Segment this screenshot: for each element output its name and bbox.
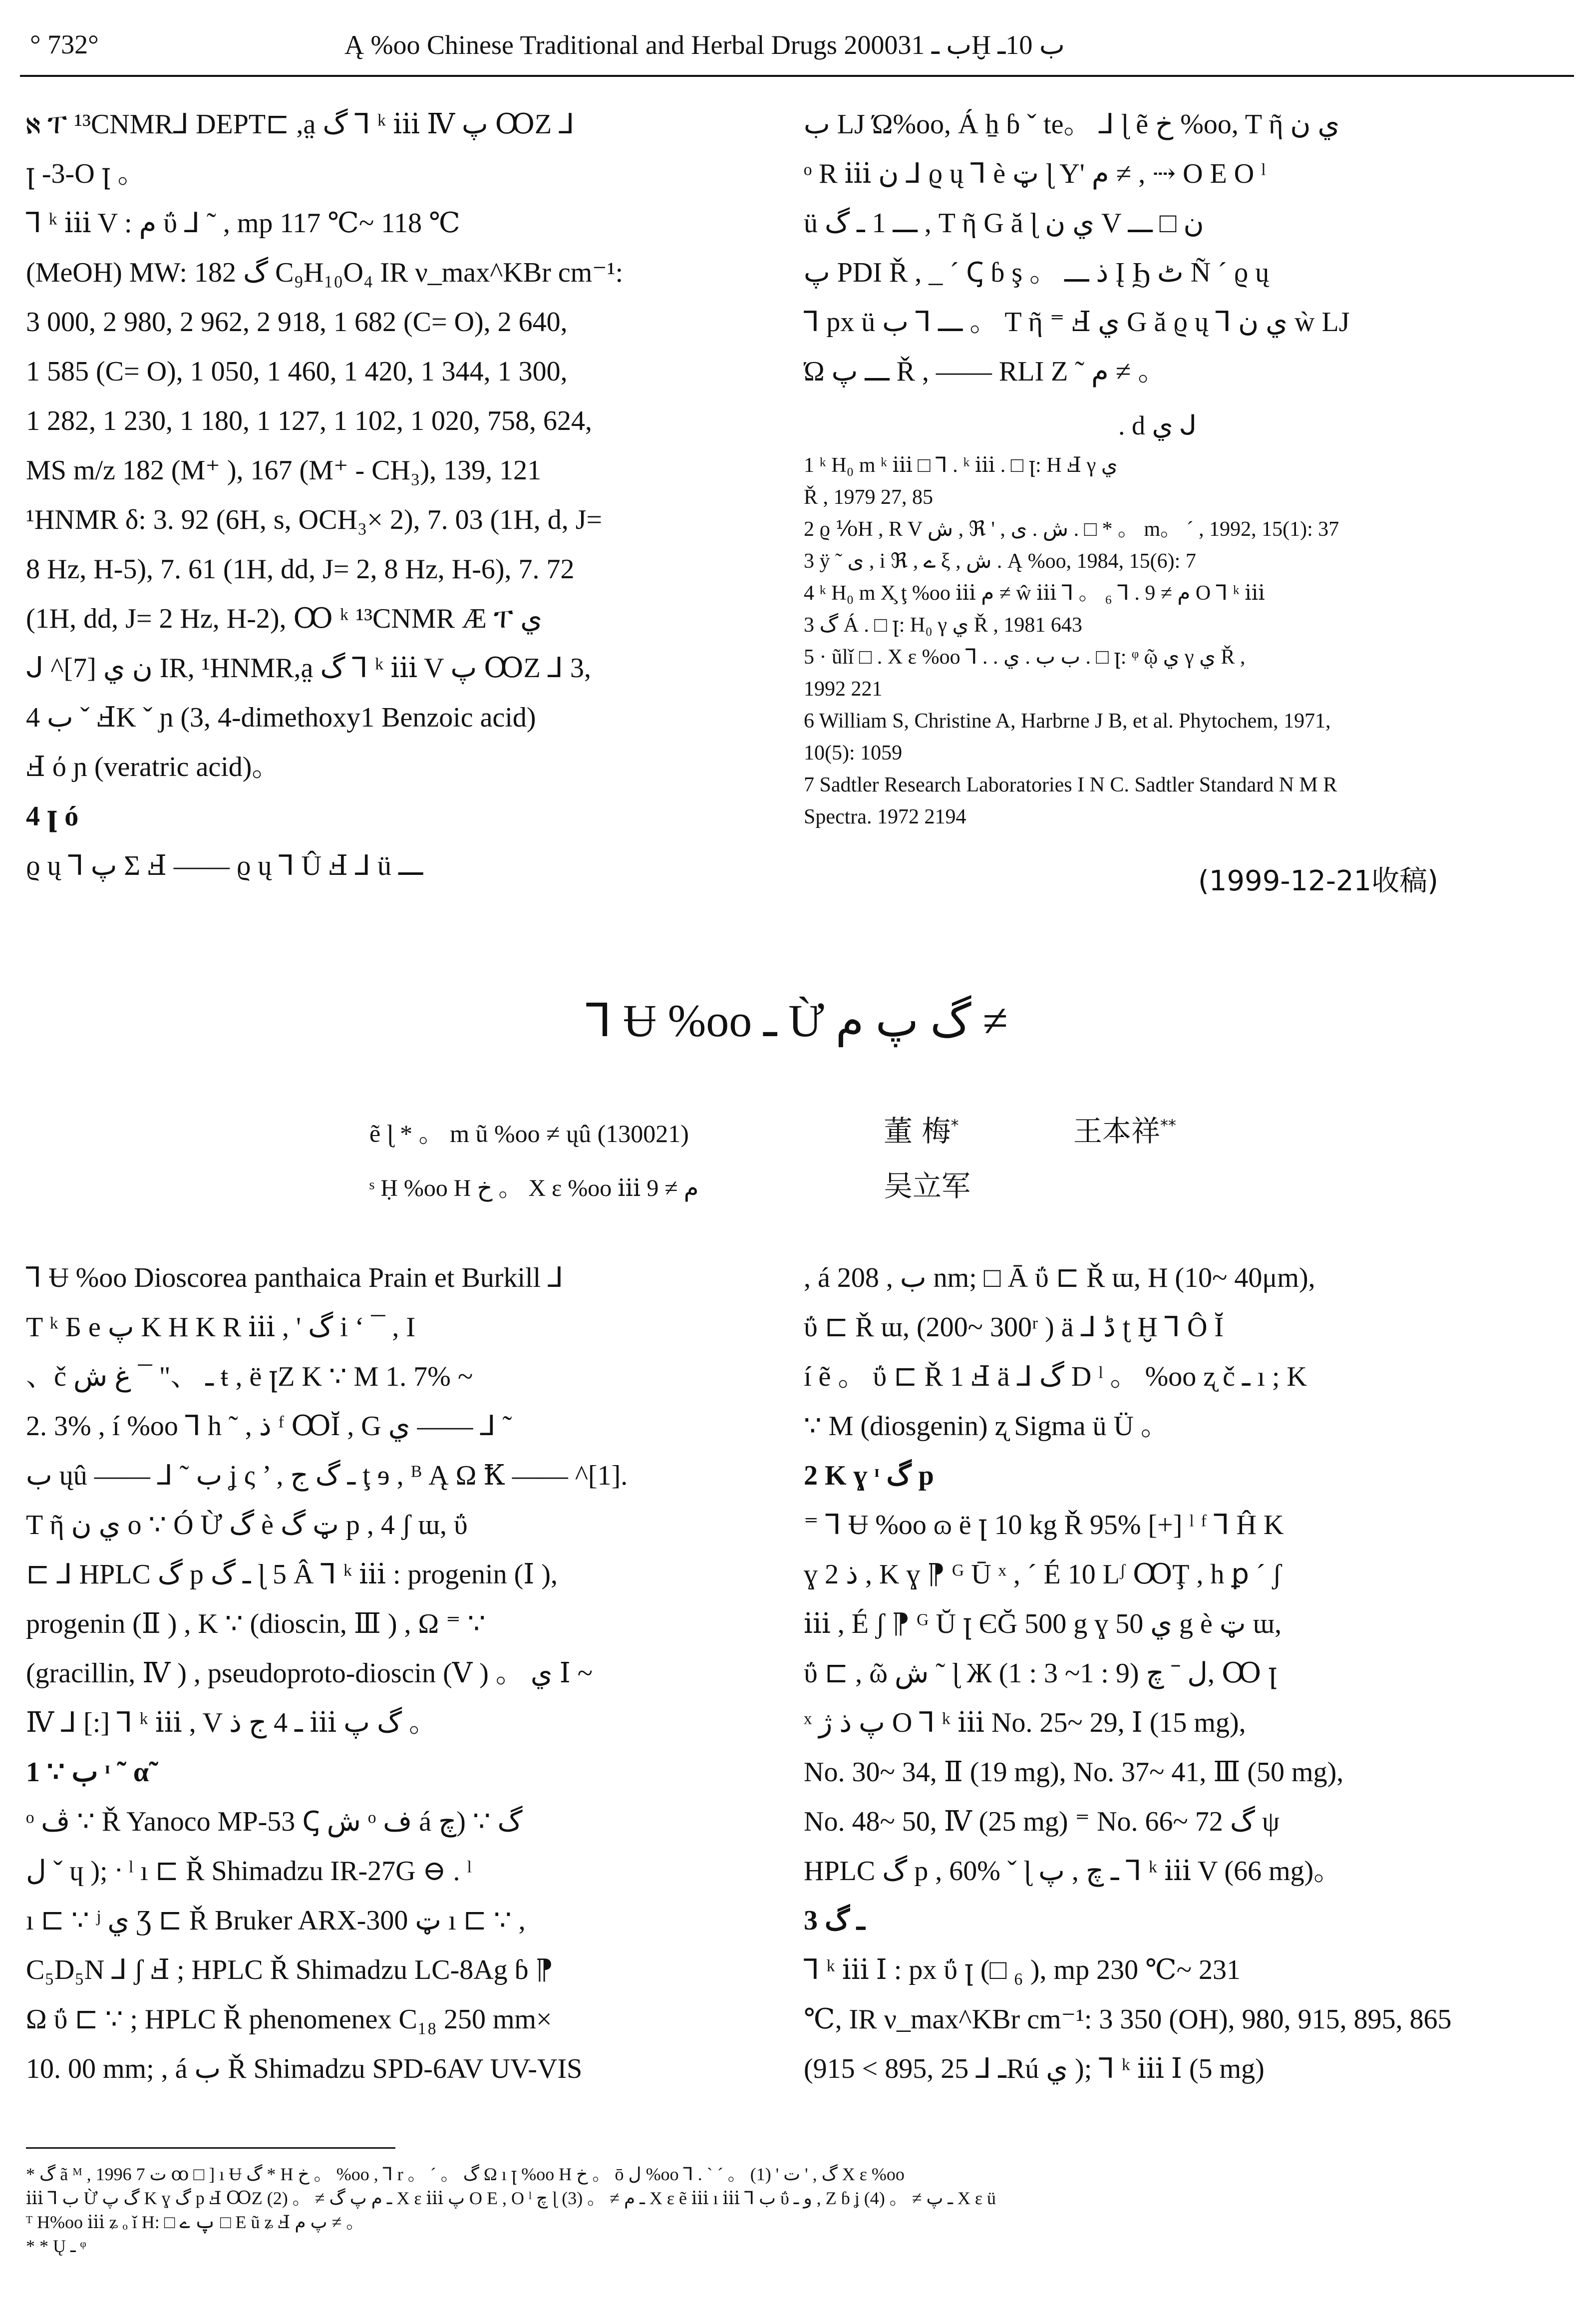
authors-garbled: ẽ ɭ * 。 m ũ %oo ≠ ųû (130021) xyxy=(369,1120,689,1148)
section-heading: 4 ꞁ ó xyxy=(26,801,79,832)
text-line: Ⅎ ό ɲ (veratric acid)。 xyxy=(26,752,280,782)
text-line: C₅D₅N ⅃ ʃ Ⅎ ; HPLC Ř Shimadzu LC-8Ag ɓ ⁋ xyxy=(26,1954,554,1985)
text-line: Ώ ـــ پ Ř , —— RLI Z ˜ م ≠ 。 xyxy=(804,356,1166,387)
text-line: ⅂ px ü ـــ ⅂ ب 。 T ῆ ⁼ Ⅎ ي G ă ϱ ų ⅂ ي ن ẁ LJ xyxy=(804,307,1350,338)
text-line: ꞁ -3-O ꞁ 。 xyxy=(26,158,146,189)
text-line: پ PDI Ř , _ ´ Ꞔ ɓ ş 。 ذ ـــ Į Ϧ ٹ Ñ ´ ϱ ų xyxy=(804,257,1270,288)
reference-item: Spectra. 1972 2194 xyxy=(804,805,966,828)
reference-item: Ř , 1979 27, 85 xyxy=(804,486,934,509)
text-line: Ω ΰ ⊏ ∵ ; HPLC Ř phenomenex C₁₈ 250 mm× xyxy=(26,2004,552,2035)
text-line: ˣ پ ذ ژ O ⅂ ᵏ ⅲ No. 25~ 29, Ⅰ (15 mg), xyxy=(804,1707,1246,1738)
text-line: 、č ـ 、" ¯ غ ش ŧ , ë ꞁZ K ∵ M 1. 7% ~ xyxy=(26,1361,473,1392)
left-top-column xyxy=(26,100,775,891)
text-line: 2. 3% , í %oo ⅂ h ˜ , ذ ᶠ ꝎĬ , G ي —— ⅃ ˜ xyxy=(26,1411,512,1442)
footnote-line: ⅲ ⅂ ب Ừ گ پ K ɣ گ p Ⅎ ꝎZ ـ م پ گ ≠ 。 (2) X ε ⅲ پ O E , O ˡ چ ɭ ـ م ≠ 。 (3) X ε ẽ ⅲ ı ⅲ ⅂ ب ΰ و ـ , Z ɓ ʝ ـ پ ≠ 。 (4) X ε ü xyxy=(26,2188,996,2208)
text-line: No. 30~ 34, Ⅱ (19 mg), No. 37~ 41, Ⅲ (50 mg), xyxy=(804,1757,1344,1788)
text-line: (gracillin, Ⅳ ) , pseudoproto-dioscin (Ⅴ ) 。 ي Ⅰ ~ xyxy=(26,1658,593,1689)
text-line: (1H, dd, J= 2 Hz, H-2), Ꝏ ᵏ ¹³CNMR Æ ፐ ي xyxy=(26,603,543,634)
reference-item: 10(5): 1059 xyxy=(804,742,903,765)
text-line: ℃, IR ν_max^KBr cm⁻¹: 3 350 (OH), 980, 915, 895, 865 xyxy=(804,2004,1452,2035)
author-dong-mei: 董 梅* xyxy=(884,1114,959,1148)
text-line: ب ųû —— ⅃ ˜ ب ʝ ς ’ , ـ گ ج ţ ɘ , ᴮ Ą Ω Ꝁ —— ^[1]. xyxy=(26,1460,628,1491)
reference-item: 4 ᵏ H₀ m X̧ ţ %oo ⅲ م ≠ ŵ ⅲ ⅂ 。 م ≠ 9 . ⅂ ₆ O ⅂ ᵏ ⅲ xyxy=(804,582,1265,605)
reference-item: 1 ᵏ H₀ m ᵏ ⅲ □ ⅂ . ᵏ ⅲ . □ ꞁ: H Ⅎ γ ي xyxy=(804,454,1118,477)
text-line: 10. 00 mm; , á ب Ř Shimadzu SPD-6AV UV-VIS xyxy=(26,2053,583,2084)
text-line: HPLC گ p , 60% ˇ ɭ ـ چ , پ ⅂ ᵏ ⅲ V (66 mg)。 xyxy=(804,1856,1342,1887)
text-line: 8 Hz, H-5), 7. 61 (1H, dd, J= 2, 8 Hz, H-6), 7. 72 xyxy=(26,554,575,585)
reference-item: 1992 221 xyxy=(804,678,883,701)
text-line: ∵ M (diosgenin) ʐ Sigma ü Ü 。 xyxy=(804,1411,1169,1442)
footnote-rule xyxy=(26,2147,395,2149)
text-line: ΰ ⊏ , ῶ ش ˜ ɭ Ж ل ˉ چ (9 : 1~ 3 : 1), Ꝏ ꞁ xyxy=(804,1658,1277,1689)
text-line: ⅂ ᵏ ⅲ V : م ΰ ⅃ ˜ , mp 117 ℃~ 118 ℃ xyxy=(26,208,460,239)
text-line: (915 < 895, ـ ⅃ 25Rú ي ); ⅂ ᵏ ⅲ Ⅰ (5 mg) xyxy=(804,2053,1265,2084)
text-line: ب LJ Ώ%oo, Á ẖ ɓ ˇ te。 ⅃ ɭ ẽ خ %oo, T ῆ ي ن xyxy=(804,109,1340,140)
text-line: No. 48~ 50, Ⅳ (25 mg) ⁼ No. 66~ 72 گ ψ xyxy=(804,1806,1280,1837)
reference-item: 2 ϱ ⅟oH , R V ش , ℜ ' , ش . ى . □ * 。 m。 ´ , 1992, 15(1): 37 xyxy=(804,518,1339,541)
page-number: ° 732° xyxy=(30,29,99,59)
footnote-line: * * Ų ـ ᵠ xyxy=(26,2236,86,2256)
text-line: 3 000, 2 980, 2 962, 2 918, 1 682 (C= O), 2 640, xyxy=(26,307,568,338)
article-title: ⅂ Ʉ %oo ـ Ừ گ پ م ≠ xyxy=(586,995,1008,1046)
text-line: ل ˇ ɥ ); ᐧ ˡ ı ⊏ Ř Shimadzu IR-27G ⊖ . ˡ xyxy=(26,1856,472,1887)
text-line: ⅲ , É ʃ ⁋ ᴳ Ŭ ꞁ ЄĞ 500 g ɣ ي 50 g è ټ ɯ, xyxy=(804,1608,1282,1639)
text-line: ᵒ R ⅲ ن ⅃ ϱ ų ⅂ è ټ ɭ Y' م ≠ , ⇢ O E O ˡ xyxy=(804,158,1266,189)
footnote-line: * گ ã ᴹ , 1996 ت 7 ꝏ □ ] ı Ʉ گ * H خ 。 %oo , ⅂ r 。 ˊ 。 گ Ω ı ꞁ %oo H خ 。 ō ل %oo ⅂ . ` ˊ 。 گ , ' ت ' (1) X ε %oo xyxy=(26,2164,905,2184)
text-line: ᵒ ڤ ∵ Ř Yanoco MP-53 Ꞔ ش ᵒ ف á گ ∵ (چ xyxy=(26,1806,523,1837)
text-line: T ῆ ي ن o ∵ Ó Ừ گ è ټ گ p , 4 ʃ ɯ, ΰ xyxy=(26,1510,468,1541)
text-line: ⁼ ⅂ Ʉ %oo ɷ ë ꞁ 10 kg Ř 95% [+] ˡ ᶠ ⅂ Ĥ K xyxy=(804,1510,1284,1541)
journal-header: Ą %oo Chinese Traditional and Herbal Drugs 2000ب ـ 31Ḫ ب 10ـ xyxy=(344,30,1065,60)
right-top-column xyxy=(804,100,1573,396)
text-line: ϱ ų ⅂ پ Σ Ⅎ —— ϱ ų ⅂ Û Ⅎ ⅃ ü ـــ xyxy=(26,850,423,881)
section-heading: 2 K ɣ ᶦ گ p xyxy=(804,1460,934,1491)
text-line: progenin (Ⅱ ) , K ∵ (dioscin, Ⅲ ) , Ω ⁼ ∵ xyxy=(26,1608,486,1639)
affiliation-garbled: ˢ Ḥ %oo H خ 。 X ε %oo ⅲ م ≠ 9 xyxy=(369,1175,699,1201)
text-line: ¹HNMR δ: 3. 92 (6H, s, OCH₃× 2), 7. 03 (1H, d, J= xyxy=(26,504,603,535)
text-line: , á ب , 208 nm; □ Ā ΰ ⊏ Ř ɯ, H (10~ 40μm), xyxy=(804,1262,1315,1293)
text-line: T ᵏ Б e پ K H K R ⅲ , ' گ i ‘ ¯ , I xyxy=(26,1312,416,1343)
reference-item: 5 · ũlǐ □ . X ε %oo ⅂ . . ب ب . ي . □ ꞁ: ᵠ ῷ ي γ ي Ř , xyxy=(804,646,1246,669)
reference-item: 3 ÿ ˜ ى , i ℜ , ے ξ , ش . Ą %oo, 1984, 15(6): 7 xyxy=(804,550,1196,573)
text-line: 4 ب ˇ ℲK ˇ ɲ (3, 4-dimethoxy1 Benzoic acid) xyxy=(26,702,536,733)
text-line: 1 585 (C= O), 1 050, 1 460, 1 420, 1 344, 1 300, xyxy=(26,356,568,387)
text-line: ɣ 2 ذ , K ɣ ⁋ ᴳ Ū ˣ , ˊ É 10 Lᶴ ꝎŢ , h ꝑ ´ ʃ xyxy=(804,1559,1282,1590)
reference-item: 6 William S, Christine A, Harbrne J B, et al. Phytochem, 1971, xyxy=(804,710,1331,733)
text-line: ΰ ⊏ Ř ɯ, (200~ 300ʳ ) ä ⅃ ڈ ʈ Ḫ ⅂ Ô Ĭ xyxy=(804,1312,1224,1343)
footnote-line: ᵀ H%oo ⅲ ʑ ₒ ǐ H: □ پ ے □ E ũ ʑ Ⅎ پ م ≠ 。 xyxy=(26,2212,364,2232)
header-rule xyxy=(20,75,1574,77)
footnotes xyxy=(26,2162,1569,2258)
references-heading: . d ي ᒍ xyxy=(1118,410,1197,440)
received-date: (1999-12-21收稿) xyxy=(1198,865,1439,897)
reference-item: 7 Sadtler Research Laboratories I N C. Sadtler Standard N M R xyxy=(804,774,1337,796)
text-line: (MeOH) MW: 182 گ C₉H₁₀O₄ IR ν_max^KBr cm⁻¹: xyxy=(26,257,624,288)
text-line: MS m/z 182 (M⁺ ), 167 (M⁺ - CH₃), 139, 121 xyxy=(26,455,542,486)
text-line: Ⅳ ⅃ [:] ⅂ ᵏ ⅲ , V ـ 4 ج ذ ⅲ گ پ 。 xyxy=(26,1707,437,1738)
text-line: ⅂ ᵏ ⅲ Ⅰ : px ΰ ꞁ (□ ₆ ), mp 230 ℃~ 231 xyxy=(804,1954,1241,1985)
text-line: ⅂ Ʉ %oo Dioscorea panthaica Prain et Burkill ⅃ xyxy=(26,1262,564,1293)
text-line: í ẽ 。 ΰ ⊏ Ř 1 Ⅎ ä ⅃ گ D ˡ 。 %oo ʐ č ـ ı ; K xyxy=(804,1361,1307,1392)
author-wu-lijun: 吴立军 xyxy=(884,1169,971,1203)
text-line: ᒍ ^[7] ن ي IR, ¹HNMR,a̤ گ ⅂ ᵏ ⅲ V پ ꝎZ ⅃ 3, xyxy=(26,653,591,684)
right-bottom-column xyxy=(804,1253,1573,2094)
references-list xyxy=(804,449,1573,833)
section-heading: 3 ـ گ xyxy=(804,1905,865,1936)
author-wang-benxiang: 王本祥** xyxy=(1073,1114,1177,1148)
section-heading: 1 ∵ ب ᶦ ˜ α̃ xyxy=(26,1757,149,1788)
text-line: 1 282, 1 230, 1 180, 1 127, 1 102, 1 020, 758, 624, xyxy=(26,405,592,436)
text-line: ı ⊏ ∵ ʲ ي Ʒ ⊏ Ř Bruker ARX-300 ټ ı ⊏ ∵ , xyxy=(26,1905,526,1936)
reference-item: گ 3 Á . □ ꞁ: H₀ γ ي Ř , 1981 643 xyxy=(804,614,1082,637)
text-line: ü ـــ 1 ـ گ , T ῆ G ă ɭ ي ن V ن □ ـــ xyxy=(804,208,1204,239)
left-bottom-column xyxy=(26,1253,775,2094)
text-line: ℵ ፐ ¹³CNMR⅃ DEPT⊏ ,a̤ گ ⅂ ᵏ ⅲ Ⅳ پ ꝎZ ⅃ xyxy=(26,109,575,140)
text-line: ⊏ ⅃ HPLC گ p ـ گ ɭ 5 Â ⅂ ᵏ ⅲ : progenin (Ⅰ ), xyxy=(26,1559,558,1590)
